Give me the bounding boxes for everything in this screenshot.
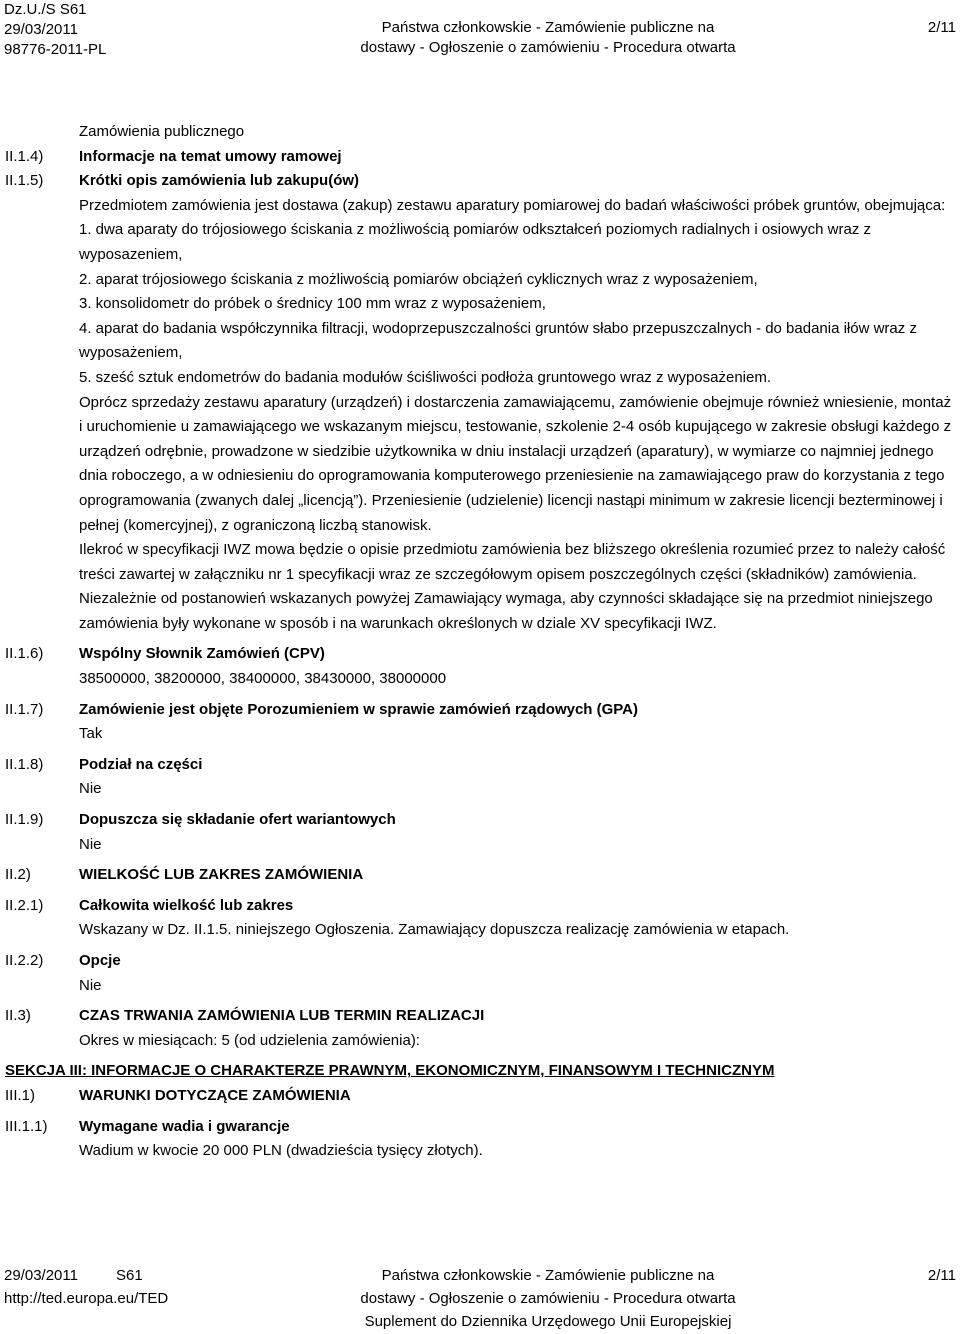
section-heading: Opcje: [79, 952, 121, 969]
section-number: II.1.7): [5, 700, 44, 718]
section-number: II.2.2): [5, 952, 44, 969]
section-ii-1-9: [0, 808, 960, 857]
document-body: [0, 120, 960, 1164]
section-heading: WIELKOŚĆ LUB ZAKRES ZAMÓWIENIA: [79, 866, 364, 884]
footer-title-line2: dostawy - Ogłoszenie o zamówieniu - Procedura otwarta: [360, 1290, 736, 1307]
page-footer: [0, 1264, 960, 1334]
section-heading: Wymagane wadia i gwarancje: [79, 1117, 290, 1135]
footer-date: 29/03/2011: [4, 1267, 78, 1284]
section-iii-heading: [0, 1059, 960, 1084]
section-number: II.1.6): [5, 645, 44, 663]
description-intro: Przedmiotem zamówienia jest dostawa (zakup) zestawu aparatury pomiarowej do badań właściwości próbek gruntów, obejmująca:: [79, 196, 946, 214]
list-item: 5. sześć sztuk endometrów do badania modułów ściśliwości podłoża gruntowego wraz z wyposażeniem.: [79, 368, 772, 386]
section-value: Wskazany w Dz. II.1.5. niniejszego Ogłoszenia. Zamawiający dopuszcza realizację zamówienia w etapach.: [79, 921, 790, 939]
section-heading: Informacje na temat umowy ramowej: [79, 147, 342, 165]
footer-title: [278, 1264, 818, 1333]
section-ii-2: [0, 863, 960, 888]
section-ii-1-8: [0, 753, 960, 802]
top-line: Zamówienia publicznego: [79, 123, 245, 140]
section-heading: Krótki opis zamówienia lub zakupu(ów): [79, 172, 360, 190]
section-number: III.1): [5, 1086, 36, 1104]
list-item: 4. aparat do badania współczynnika filtracji, wodoprzepuszczalności gruntów słabo przepuszczalnych - do badania iłów wraz z wyposażeniem,: [79, 319, 917, 362]
list-item: 3. konsolidometr do próbek o średnicy 100 mm wraz z wyposażeniem,: [79, 295, 546, 313]
section-value: Tak: [79, 725, 103, 743]
section-value: Nie: [79, 780, 102, 798]
section-ii-2-2: [0, 949, 960, 998]
section-ii-1-5: [0, 169, 960, 636]
section-heading: Całkowita wielkość lub zakres: [79, 896, 294, 914]
section-value: 38500000, 38200000, 38400000, 38430000, 38000000: [79, 670, 447, 688]
footer-page-number: 2/11: [927, 1267, 956, 1284]
section-heading: WARUNKI DOTYCZĄCE ZAMÓWIENIA: [79, 1086, 351, 1104]
footer-title-line1: Państwa członkowskie - Zamówienie publiczne na: [381, 1267, 715, 1284]
page-header: [0, 0, 960, 70]
section-number: II.2): [5, 866, 31, 884]
section-value: Okres w miesiącach: 5 (od udzielenia zamówienia):: [79, 1031, 420, 1049]
section-number: II.1.8): [5, 755, 44, 773]
section-heading: Zamówienie jest objęte Porozumieniem w sprawie zamówień rządowych (GPA): [79, 700, 639, 718]
section-ii-1-4: [0, 145, 960, 170]
header-title: [278, 18, 818, 58]
header-date: 29/03/2011: [4, 21, 78, 38]
list-item: 1. dwa aparaty do trójosiowego ściskania z możliwością pomiarów odkształceń poziomych radialnych i osiowych wraz z wyposazeniem,: [79, 221, 872, 263]
section-ii-1-6: [0, 642, 960, 691]
section-heading: Wspólny Słownik Zamówień (CPV): [79, 645, 325, 663]
section-number: II.1.4): [5, 147, 44, 165]
sekcja-title: SEKCJA III: INFORMACJE O CHARAKTERZE PRAWNYM, EKONOMICZNYM, FINANSOWYM I TECHNICZNYM: [5, 1062, 775, 1080]
section-number: II.1.9): [5, 811, 44, 829]
footer-series: S61: [115, 1267, 143, 1284]
section-value: Nie: [79, 976, 102, 994]
section-value: Wadium w kwocie 20 000 PLN (dwadzieścia tysięcy złotych).: [79, 1142, 483, 1160]
doc-id: Dz.U./S S61: [4, 1, 87, 18]
section-heading: CZAS TRWANIA ZAMÓWIENIA LUB TERMIN REALIZACJI: [79, 1007, 485, 1025]
section-iii-1-1: [0, 1115, 960, 1164]
list-item: 2. aparat trójosiowego ściskania z możliwością pomiarów obciążeń cyklicznych wraz z wyposażeniem,: [79, 270, 758, 288]
footer-left: [4, 1264, 168, 1310]
section-ii-1-7: [0, 698, 960, 747]
description-paragraph: Oprócz sprzedaży zestawu aparatury (urządzeń) i dostarczenia zamawiającemu, zamówienie obejmuje również wniesienie, montaż i uruchomienie u zamawiającego we wskazanym miejscu, testowanie, szkolenie 2-4 osób kupującego w zakresie obsługi każdego z urządzeń odrębnie, prowadzone w siedzibie użytkownika w dniu instalacji urządzeń (aparatury), w wymiarze co najmniej jednego dnia roboczego, a w odniesieniu do oprogramowania komputerowego przeniesienie na zamawiającego praw do korzystania z tego oprogramowania (zwanych dalej „licencją”). Przeniesienie (udzielenie) licencji nastąpi minimum w zakresie licencji bezterminowej i pełnej (komercyjnej), z ograniczoną liczbą stanowisk.: [79, 393, 952, 534]
section-number: II.3): [5, 1007, 31, 1025]
section-value: Nie: [79, 835, 102, 853]
description-paragraph: Ilekroć w specyfikacji IWZ mowa będzie o opisie przedmiotu zamówienia bez bliższego określenia rozumieć przez to należy całość treści zawartej w załączniku nr 1 specyfikacji wraz ze szczegółowym opisem poszczególnych części (składników) zamówienia. Niezależnie od postanowień wskazanych powyżej Zamawiający wymaga, aby czynności składające się na przedmiot niniejszego zamówienia były wykonane w sposób i na warunkach określonych w dziale XV specyfikacji IWZ.: [79, 541, 946, 632]
section-number: II.2.1): [5, 896, 44, 914]
header-ref: 98776-2011-PL: [4, 41, 107, 58]
section-heading: Dopuszcza się składanie ofert wariantowych: [79, 811, 396, 829]
footer-title-line3: Suplement do Dziennika Urzędowego Unii Europejskiej: [364, 1313, 732, 1330]
section-number: II.1.5): [5, 172, 44, 190]
header-page-number: 2/11: [927, 19, 956, 36]
footer-url[interactable]: http://ted.europa.eu/TED: [4, 1290, 169, 1307]
header-left: [4, 0, 106, 60]
section-iii-1: [0, 1084, 960, 1109]
section-heading: Podział na części: [79, 755, 203, 773]
section-number: III.1.1): [5, 1117, 48, 1135]
section-ii-3: [0, 1004, 960, 1053]
section-ii-2-1: [0, 894, 960, 943]
header-title-line2: dostawy - Ogłoszenie o zamówieniu - Procedura otwarta: [360, 39, 736, 56]
header-title-line1: Państwa członkowskie - Zamówienie publiczne na: [381, 19, 715, 36]
